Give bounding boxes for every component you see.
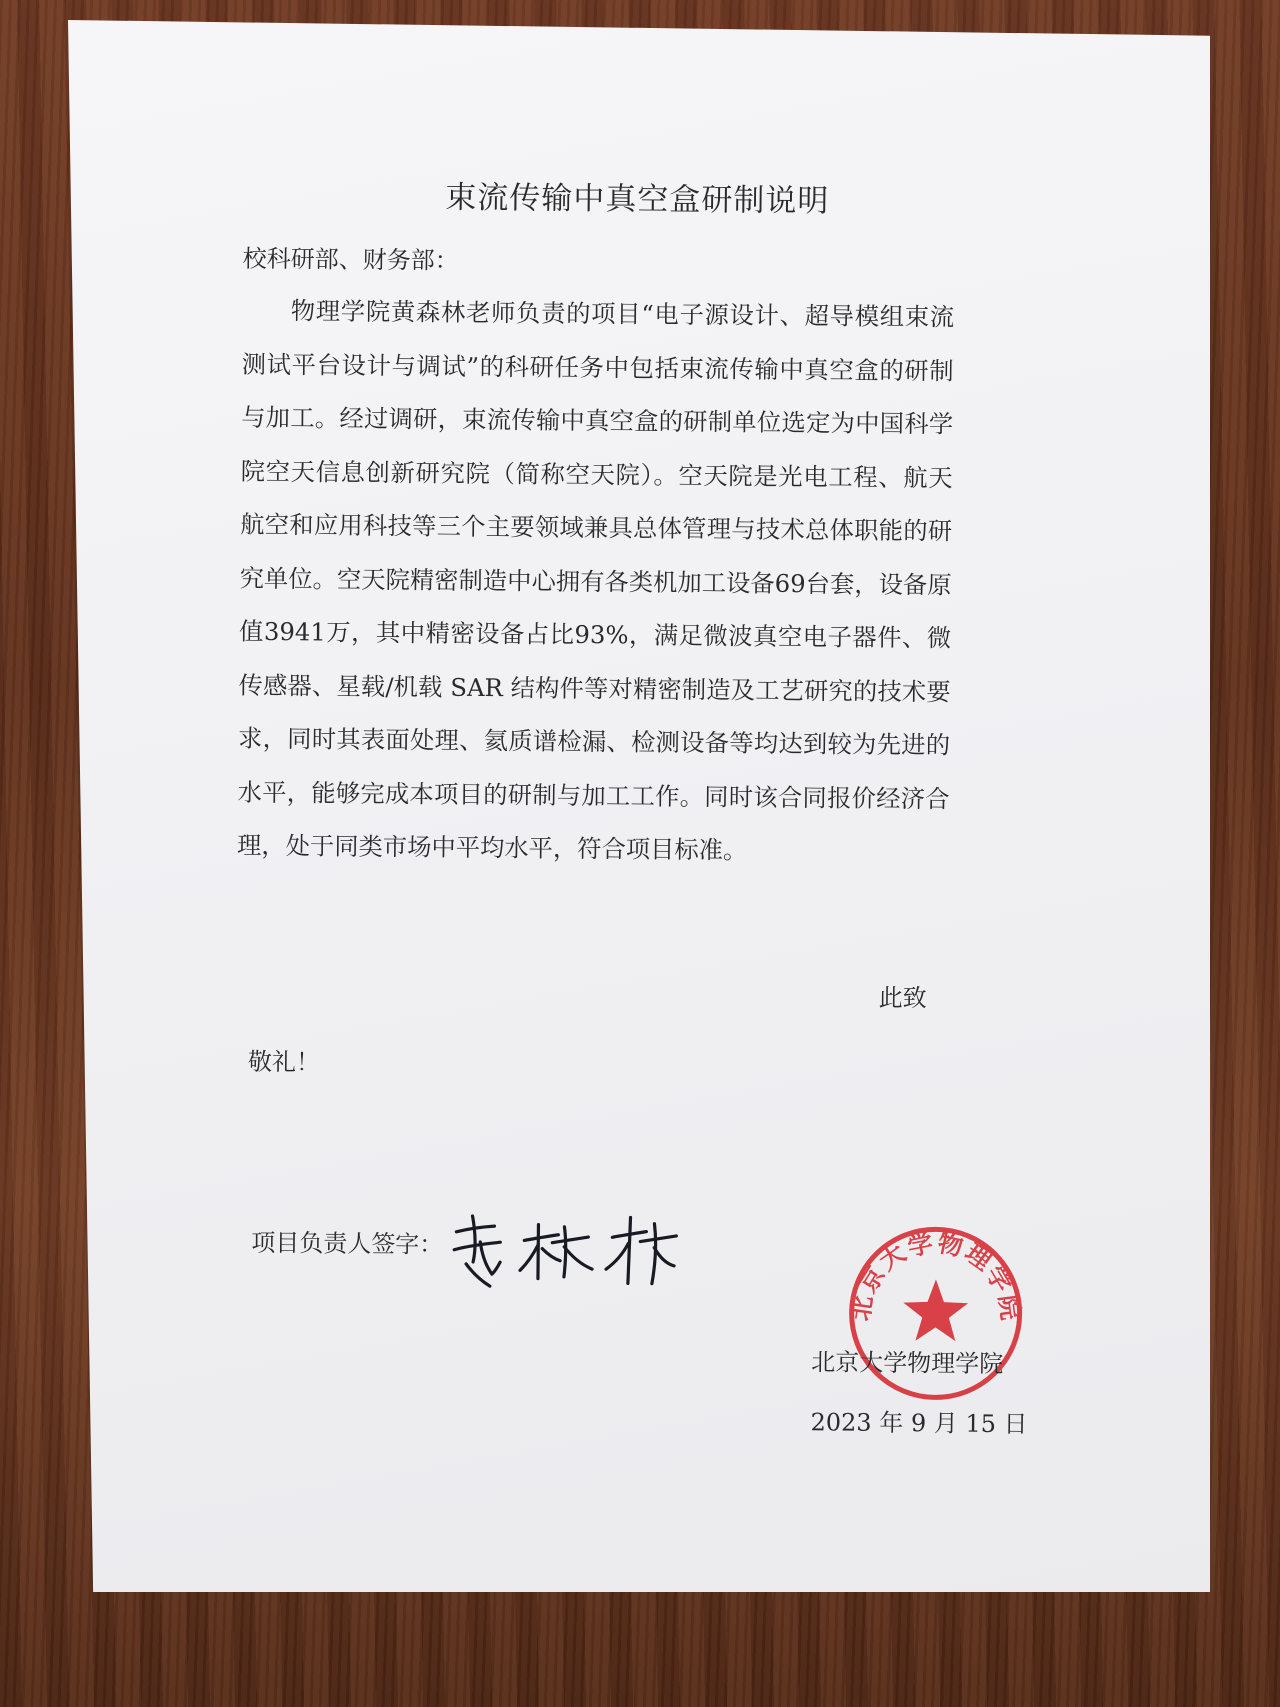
salutation: 校科研部、财务部： — [242, 244, 459, 275]
handwritten-signature-icon — [442, 1202, 683, 1294]
document-date: 2023 年 9 月 15 日 — [810, 1408, 1028, 1439]
svg-text:北京大学物理学院: 北京大学物理学院 — [845, 1227, 1026, 1324]
signature-label: 项目负责人签字： — [251, 1228, 444, 1259]
body-paragraph: 物理学院黄森林老师负责的项目“电子源设计、超导模组束流测试平台设计与调试”的科研任务中包括束流传输中真空盒的研制与加工。经过调研，束流传输中真空盒的研制单位选定为中国科学院空天信息创新研究院（简称空天院）。空天院是光电工程、航天航空和应用科技等三个主要领域兼具总体管理与技术总体职能的研究单位。空天院精密制造中心拥有各类机加工设备69台套，设备原值3941万，其中精密设备占比93%，满足微波真空电子器件、微传感器、星载/机载 SAR 结构件等对精密制造及工艺研究的技术要求，同时其表面处理、氦质谱检漏、检测设备等均达到较为先进的水平，能够完成本项目的研制与加工工作。同时该合同报价经济合理，处于同类市场中平均水平，符合项目标准。 — [236, 296, 955, 865]
organization-name: 北京大学物理学院 — [811, 1348, 1004, 1379]
closing-jingli: 敬礼！ — [247, 1047, 321, 1077]
document-title: 束流传输中真空盒研制说明 — [445, 179, 830, 220]
closing-cizhi: 此致 — [878, 983, 927, 1013]
document-page — [53, 20, 1210, 1603]
